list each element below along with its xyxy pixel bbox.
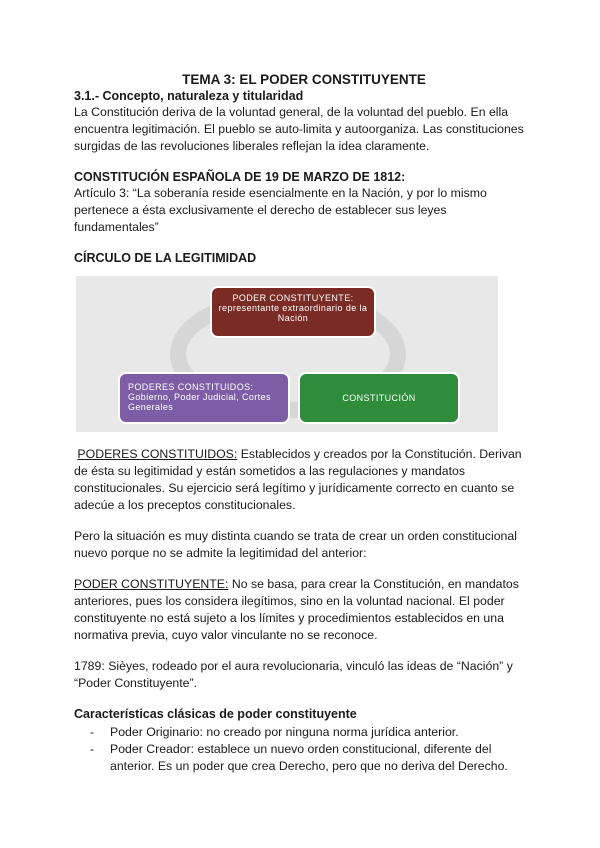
characteristics-heading: Características clásicas de poder constituyente	[74, 707, 357, 721]
constituted-powers-paragraph	[74, 446, 534, 514]
document-page	[74, 72, 534, 775]
list-bullet: -	[90, 742, 95, 756]
legitimacy-circle-heading: CÍRCULO DE LA LEGITIMIDAD	[74, 251, 257, 265]
constitution-1812-heading: CONSTITUCIÓN ESPAÑOLA DE 19 DE MARZO DE 1812:	[74, 170, 406, 184]
characteristics-list	[74, 724, 534, 775]
constitution-node: CONSTITUCIÓN	[298, 372, 460, 424]
constituted-powers-term: PODERES CONSTITUIDOS:	[77, 447, 238, 461]
list-item	[74, 741, 534, 775]
transition-paragraph: Pero la situación es muy distinta cuando se trata de crear un orden constitucional nuevo porque no se admite la legitimidad del anterior:	[74, 529, 517, 560]
page-title: TEMA 3: EL PODER CONSTITUYENTE	[182, 72, 426, 87]
section-heading: 3.1.- Concepto, naturaleza y titularidad	[74, 89, 304, 103]
constituent-power-node: PODER CONSTITUYENTE: representante extraordinario de la Nación	[210, 286, 376, 338]
section-paragraph: La Constitución deriva de la voluntad general, de la voluntad del pueblo. En ella encuentra legitimación. El pueblo se auto-limita y autoorganiza. Las constituciones surgidas de las revoluciones liberales reflejan la idea claramente.	[74, 105, 524, 153]
list-item	[74, 724, 534, 741]
list-bullet: -	[90, 725, 95, 739]
constituent-power-text: No se basa, para crear la Constitución, en mandatos anteriores, pues los considera ilegítimos, sino en la voluntad nacional. El poder constituyente no está sujeto a los límites y procedimientos establecidos en una normativa previa, cuyo valor vinculante no se reconoce.	[74, 577, 519, 642]
constituent-power-term: PODER CONSTITUYENTE:	[74, 577, 229, 591]
constituent-power-paragraph	[74, 576, 534, 644]
constituted-powers-text: Establecidos y creados por la Constitución. Derivan de ésta su legitimidad y están sometidos a las regulaciones y mandatos constitucionales. Su ejercicio será legítimo y jurídicamente correcto en cuanto se adecúe a los preceptos constitucionales.	[74, 447, 522, 512]
article-3-quote: Artículo 3: “La soberanía reside esencialmente en la Nación, y por lo mismo pertenece a ésta exclusivamente el derecho de establecer sus leyes fundamentales”	[74, 186, 487, 234]
legitimacy-circle-diagram	[76, 276, 498, 432]
constituted-powers-node: PODERES CONSTITUIDOS: Gobierno, Poder Judicial, Cortes Generales	[118, 372, 290, 424]
list-item-text: Poder Originario: no creado por ninguna norma jurídica anterior.	[110, 725, 459, 739]
list-item-text: Poder Creador: establece un nuevo orden constitucional, diferente del anterior. Es un poder que crea Derecho, pero que no deriva del Derecho.	[110, 742, 508, 773]
sieyes-paragraph: 1789: Sièyes, rodeado por el aura revolucionaria, vinculó las ideas de “Nación” y “Poder Constituyente”.	[74, 659, 513, 690]
